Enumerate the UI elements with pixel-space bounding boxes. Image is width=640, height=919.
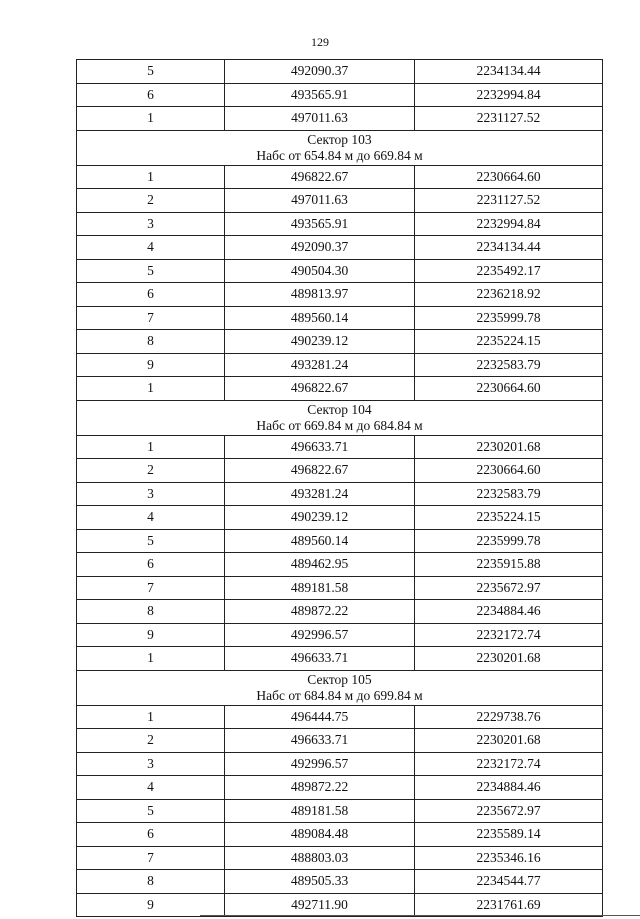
table-row — [77, 529, 603, 553]
point-number-cell: 6 — [77, 823, 225, 847]
x-coordinate-cell: 489872.22 — [225, 776, 415, 800]
point-number-cell: 7 — [77, 306, 225, 330]
x-coordinate-cell: 489181.58 — [225, 799, 415, 823]
x-coordinate-cell: 496822.67 — [225, 459, 415, 483]
y-coordinate-cell: 2232994.84 — [415, 83, 603, 107]
page-number: 129 — [311, 35, 329, 49]
x-coordinate-cell: 488803.03 — [225, 846, 415, 870]
table-row — [77, 459, 603, 483]
y-coordinate-cell: 2234884.46 — [415, 776, 603, 800]
table-row — [77, 506, 603, 530]
sector-header-cell — [77, 130, 603, 165]
y-coordinate-cell: 2232172.74 — [415, 623, 603, 647]
y-coordinate-cell: 2234134.44 — [415, 236, 603, 260]
sector-height-range: Набс от 654.84 м до 669.84 м — [256, 147, 423, 163]
table-row — [77, 553, 603, 577]
x-coordinate-cell: 489872.22 — [225, 600, 415, 624]
x-coordinate-cell: 490504.30 — [225, 259, 415, 283]
point-number-cell: 5 — [77, 259, 225, 283]
y-coordinate-cell: 2230664.60 — [415, 459, 603, 483]
sector-header-row — [77, 670, 603, 705]
point-number-cell: 8 — [77, 330, 225, 354]
x-coordinate-cell: 493565.91 — [225, 83, 415, 107]
scan-edge-line — [200, 915, 640, 916]
x-coordinate-cell: 493281.24 — [225, 353, 415, 377]
table-row — [77, 482, 603, 506]
point-number-cell: 3 — [77, 482, 225, 506]
point-number-cell: 1 — [77, 705, 225, 729]
x-coordinate-cell: 496822.67 — [225, 377, 415, 401]
x-coordinate-cell: 492090.37 — [225, 60, 415, 84]
table-row — [77, 212, 603, 236]
x-coordinate-cell: 490239.12 — [225, 506, 415, 530]
table-row — [77, 600, 603, 624]
sector-header-cell — [77, 400, 603, 435]
y-coordinate-cell: 2236218.92 — [415, 283, 603, 307]
x-coordinate-cell: 497011.63 — [225, 107, 415, 131]
y-coordinate-cell: 2235224.15 — [415, 506, 603, 530]
y-coordinate-cell: 2230201.68 — [415, 729, 603, 753]
y-coordinate-cell: 2230201.68 — [415, 435, 603, 459]
y-coordinate-cell: 2234884.46 — [415, 600, 603, 624]
x-coordinate-cell: 490239.12 — [225, 330, 415, 354]
point-number-cell: 3 — [77, 752, 225, 776]
table-row — [77, 377, 603, 401]
table-row — [77, 107, 603, 131]
x-coordinate-cell: 493281.24 — [225, 482, 415, 506]
y-coordinate-cell: 2235915.88 — [415, 553, 603, 577]
point-number-cell: 2 — [77, 189, 225, 213]
table-row — [77, 705, 603, 729]
table-row — [77, 306, 603, 330]
table-row — [77, 283, 603, 307]
coordinates-table — [76, 59, 603, 917]
point-number-cell: 5 — [77, 529, 225, 553]
point-number-cell: 6 — [77, 83, 225, 107]
point-number-cell: 7 — [77, 576, 225, 600]
point-number-cell: 2 — [77, 459, 225, 483]
table-row — [77, 893, 603, 917]
y-coordinate-cell: 2235492.17 — [415, 259, 603, 283]
point-number-cell: 2 — [77, 729, 225, 753]
point-number-cell: 5 — [77, 799, 225, 823]
x-coordinate-cell: 496633.71 — [225, 435, 415, 459]
table-row — [77, 799, 603, 823]
point-number-cell: 8 — [77, 600, 225, 624]
x-coordinate-cell: 489181.58 — [225, 576, 415, 600]
y-coordinate-cell: 2232583.79 — [415, 353, 603, 377]
y-coordinate-cell: 2235224.15 — [415, 330, 603, 354]
x-coordinate-cell: 496444.75 — [225, 705, 415, 729]
table-row — [77, 647, 603, 671]
x-coordinate-cell: 496822.67 — [225, 165, 415, 189]
point-number-cell: 1 — [77, 647, 225, 671]
y-coordinate-cell: 2229738.76 — [415, 705, 603, 729]
x-coordinate-cell: 492996.57 — [225, 623, 415, 647]
table-row — [77, 189, 603, 213]
sector-title: Сектор 103 — [307, 131, 372, 147]
point-number-cell: 1 — [77, 107, 225, 131]
y-coordinate-cell: 2232172.74 — [415, 752, 603, 776]
table-row — [77, 623, 603, 647]
point-number-cell: 4 — [77, 506, 225, 530]
point-number-cell: 1 — [77, 377, 225, 401]
y-coordinate-cell: 2235672.97 — [415, 576, 603, 600]
x-coordinate-cell: 489505.33 — [225, 870, 415, 894]
point-number-cell: 3 — [77, 212, 225, 236]
point-number-cell: 9 — [77, 623, 225, 647]
point-number-cell: 8 — [77, 870, 225, 894]
table-row — [77, 259, 603, 283]
x-coordinate-cell: 492090.37 — [225, 236, 415, 260]
point-number-cell: 4 — [77, 236, 225, 260]
x-coordinate-cell: 497011.63 — [225, 189, 415, 213]
sector-height-range: Набс от 669.84 м до 684.84 м — [256, 417, 423, 433]
y-coordinate-cell: 2231761.69 — [415, 893, 603, 917]
y-coordinate-cell: 2230201.68 — [415, 647, 603, 671]
table-row — [77, 846, 603, 870]
x-coordinate-cell: 489560.14 — [225, 306, 415, 330]
table-row — [77, 165, 603, 189]
point-number-cell: 7 — [77, 846, 225, 870]
x-coordinate-cell: 492711.90 — [225, 893, 415, 917]
sector-header-row — [77, 400, 603, 435]
sector-header-row — [77, 130, 603, 165]
x-coordinate-cell: 496633.71 — [225, 729, 415, 753]
y-coordinate-cell: 2232583.79 — [415, 482, 603, 506]
y-coordinate-cell: 2235672.97 — [415, 799, 603, 823]
table-row — [77, 353, 603, 377]
table-row — [77, 435, 603, 459]
y-coordinate-cell: 2230664.60 — [415, 377, 603, 401]
table-row — [77, 576, 603, 600]
table-row — [77, 752, 603, 776]
table-row — [77, 60, 603, 84]
x-coordinate-cell: 496633.71 — [225, 647, 415, 671]
point-number-cell: 4 — [77, 776, 225, 800]
y-coordinate-cell: 2234134.44 — [415, 60, 603, 84]
table-row — [77, 236, 603, 260]
point-number-cell: 5 — [77, 60, 225, 84]
point-number-cell: 6 — [77, 283, 225, 307]
table-row — [77, 83, 603, 107]
sector-title: Сектор 105 — [307, 671, 372, 687]
x-coordinate-cell: 492996.57 — [225, 752, 415, 776]
y-coordinate-cell: 2231127.52 — [415, 189, 603, 213]
x-coordinate-cell: 493565.91 — [225, 212, 415, 236]
y-coordinate-cell: 2230664.60 — [415, 165, 603, 189]
y-coordinate-cell: 2235999.78 — [415, 306, 603, 330]
point-number-cell: 6 — [77, 553, 225, 577]
coordinates-table-body — [77, 60, 603, 917]
point-number-cell: 9 — [77, 893, 225, 917]
table-row — [77, 729, 603, 753]
y-coordinate-cell: 2235999.78 — [415, 529, 603, 553]
sector-header-cell — [77, 670, 603, 705]
y-coordinate-cell: 2231127.52 — [415, 107, 603, 131]
table-row — [77, 330, 603, 354]
table-row — [77, 776, 603, 800]
point-number-cell: 1 — [77, 435, 225, 459]
x-coordinate-cell: 489560.14 — [225, 529, 415, 553]
y-coordinate-cell: 2234544.77 — [415, 870, 603, 894]
sector-height-range: Набс от 684.84 м до 699.84 м — [256, 687, 423, 703]
point-number-cell: 1 — [77, 165, 225, 189]
table-row — [77, 870, 603, 894]
table-row — [77, 823, 603, 847]
x-coordinate-cell: 489462.95 — [225, 553, 415, 577]
x-coordinate-cell: 489084.48 — [225, 823, 415, 847]
y-coordinate-cell: 2232994.84 — [415, 212, 603, 236]
x-coordinate-cell: 489813.97 — [225, 283, 415, 307]
sector-title: Сектор 104 — [307, 401, 372, 417]
point-number-cell: 9 — [77, 353, 225, 377]
y-coordinate-cell: 2235346.16 — [415, 846, 603, 870]
y-coordinate-cell: 2235589.14 — [415, 823, 603, 847]
